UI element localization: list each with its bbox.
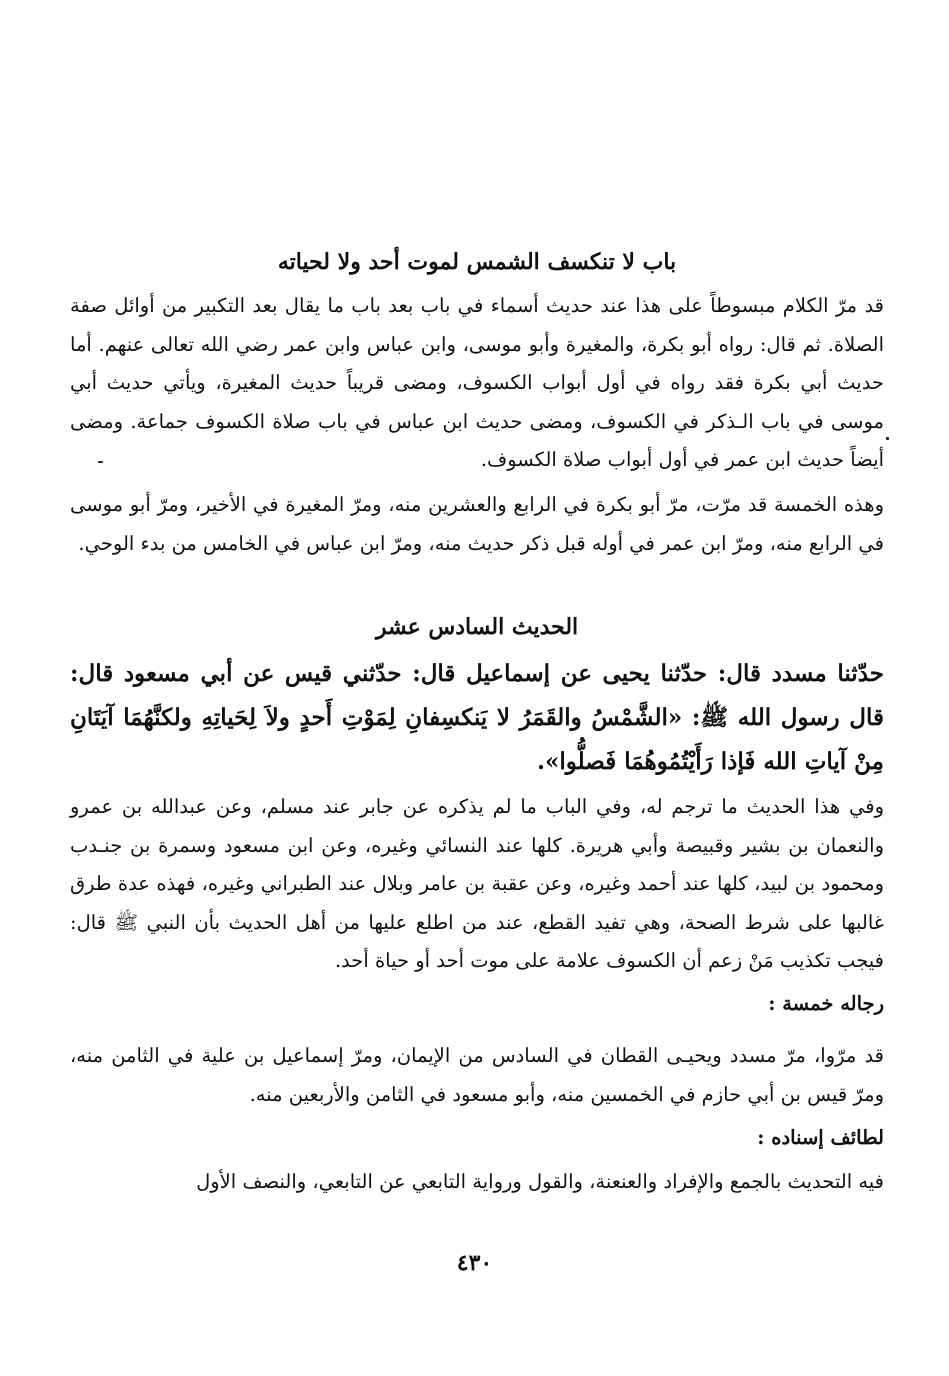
second-paragraph: وهذه الخمسة قد مرّت، مرّ أبو بكرة في الرابع والعشرين منه، ومرّ المغيرة في الأخير، ومرّ أبو موسى في الرابع منه، ومرّ ابن عمر في أوله قبل ذكر حديث منه، ومرّ ابن عباس في الخامس من بدء الوحي. [70, 493, 884, 555]
isnad-paragraph: فيه التحديث بالجمع والإفراد والعنعنة، والقول ورواية التابعي عن التابعي، والنصف الأول [196, 1170, 884, 1193]
hadith-number-title: الحديث السادس عشر [375, 614, 579, 640]
narrators-heading: رجاله خمسة : [768, 992, 884, 1015]
isnad-heading: لطائف إسناده : [757, 1126, 884, 1149]
page-number: ٤٣٠ [456, 1250, 493, 1276]
chapter-title: باب لا تنكسف الشمس لموت أحد ولا لحياته [277, 249, 677, 275]
commentary-paragraph: وفي هذا الحديث ما ترجم له، وفي الباب ما لم يذكره عن جابر عند مسلم، وعن عبدالله بن عمرو والنعمان بن بشير وقبيصة وأبي هريرة. كلها عند النسائي وغيره، وعن ابن مسعود وسمرة بن جنـدب ومحمود بن لبيد، كلها عند أحمد وغيره، وعن عقبة بن عامر وبلال عند الطبراني وغيره، فهذه عدة طرق غالبها على شرط الصحة، وهي تفيد القطع، عند من اطلع عليها من أهل الحديث بأن النبي ﷺ قال: فيجب تكذيب مَنْ زعم أن الكسوف علامة على موت أحد أو حياة أحد. [70, 795, 884, 972]
narrators-paragraph: قد مرّوا، مرّ مسدد ويحيـى القطان في السادس من الإيمان، ومرّ إسماعيل بن علية في الثامن منه، ومرّ قيس بن أبي حازم في الخمسين منه، وأبو مسعود في الثامن والأربعين منه. [70, 1044, 884, 1106]
ink-speck [886, 437, 889, 440]
intro-paragraph: قد مرّ الكلام مبسوطاً على هذا عند حديث أسماء في باب بعد باب ما يقال بعد التكبير من أوائل صفة الصلاة. ثم قال: رواه أبو بكرة، والمغيرة وأبو موسى، وابن عباس وابن عمر رضي الله تعالى عنهم. أما حديث أبي بكرة فقد رواه في أول أبواب الكسوف، ومضى قريباً حديث المغيرة، ويأتي حديث أبي موسى في باب الـذكر في الكسوف، ومضى حديث ابن عباس في باب صلاة الكسوف جماعة. ومضى أيضاً حديث ابن عمر في أول أبواب صلاة الكسوف. [70, 294, 884, 471]
hadith-text: حدّثنا مسدد قال: حدّثنا يحيى عن إسماعيل قال: حدّثني قيس عن أبي مسعود قال: قال رسول الله ﷺ: «الشَّمْسُ والقَمَرُ لا يَنكسِفانِ لِمَوْتِ أَحدٍ ولاَ لِحَياتِهِ ولكنَّهُمَا آيَتَانِ مِنْ آياتِ الله فَإذا رَأَيْتُمُوهُمَا فَصلُّوا». [70, 660, 884, 775]
ink-speck [98, 461, 103, 463]
